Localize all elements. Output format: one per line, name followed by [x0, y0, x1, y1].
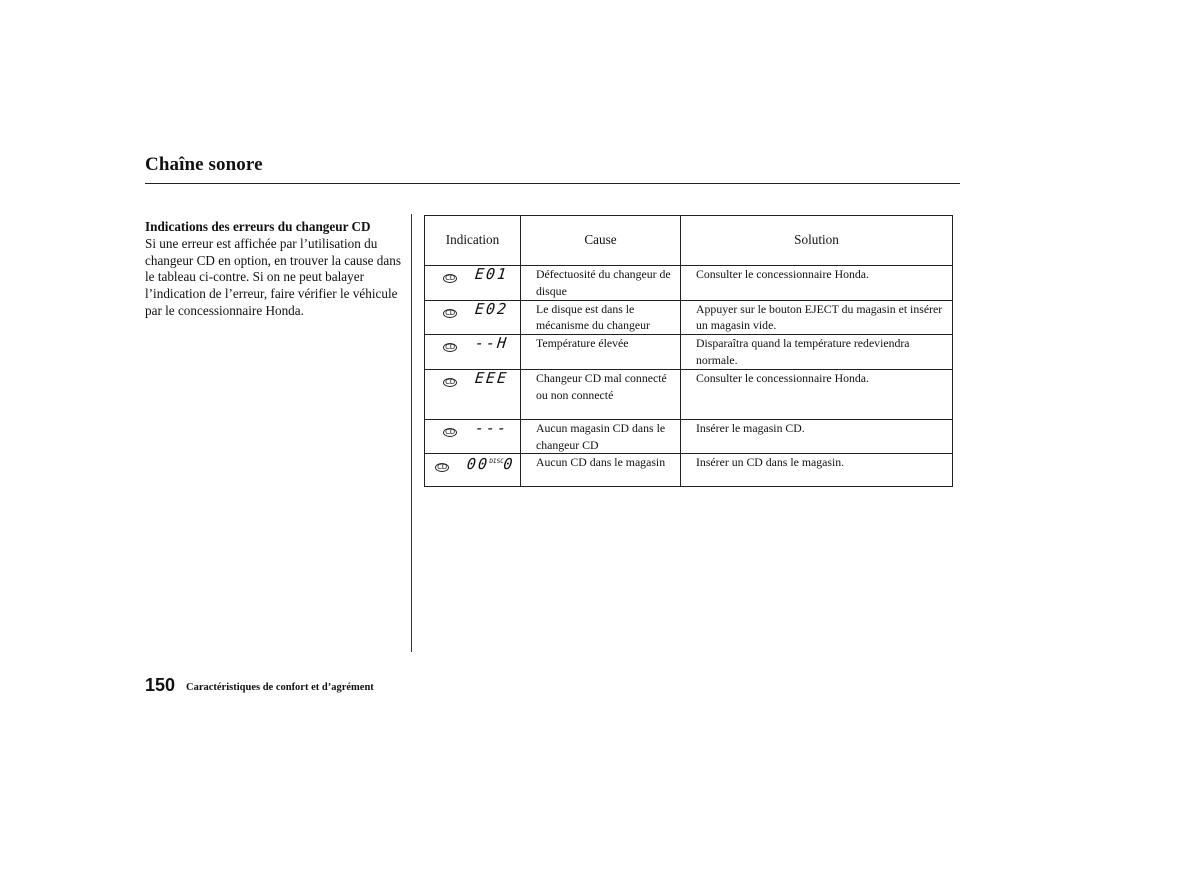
intro-heading: Indications des erreurs du changeur CD: [145, 219, 371, 234]
table-row: [425, 335, 953, 370]
indication-cell: [425, 419, 521, 454]
lcd-digits: 00: [465, 455, 490, 474]
solution-cell: Disparaîtra quand la température redeviendra normale.: [681, 335, 953, 370]
cd-icon: CD: [443, 428, 457, 437]
solution-cell: Consulter le concessionnaire Honda.: [681, 369, 953, 419]
solution-cell: Insérer un CD dans le magasin.: [681, 454, 953, 487]
header-indication: Indication: [425, 216, 521, 266]
intro-text: [145, 219, 403, 320]
cause-cell: Aucun CD dans le magasin: [521, 454, 681, 487]
lcd-display: E01: [474, 265, 510, 284]
solution-cell: Consulter le concessionnaire Honda.: [681, 266, 953, 301]
table-row: [425, 266, 953, 301]
cd-icon: CD: [443, 274, 457, 283]
indication-cell: [425, 266, 521, 301]
table-row: [425, 454, 953, 487]
cause-cell: Aucun magasin CD dans le changeur CD: [521, 419, 681, 454]
lcd-display: EEE: [474, 368, 510, 387]
indication-cell: [425, 454, 521, 487]
table-row: [425, 369, 953, 419]
cd-icon: CD: [435, 463, 449, 472]
table-header-row: [425, 216, 953, 266]
error-table: [424, 215, 953, 487]
cd-icon: CD: [443, 378, 457, 387]
solution-cell: Insérer le magasin CD.: [681, 419, 953, 454]
footer-section-name: Caractéristiques de confort et d’agrément: [186, 682, 374, 693]
cause-cell: Défectuosité du changeur de disque: [521, 266, 681, 301]
indication-cell: [425, 335, 521, 370]
column-divider: [411, 214, 412, 652]
title-rule: [145, 183, 960, 184]
indication-cell: [425, 300, 521, 335]
solution-cell: Appuyer sur le bouton EJECT du magasin et insérer un magasin vide.: [681, 300, 953, 335]
page-number: 150: [145, 675, 176, 695]
indication-cell: [425, 369, 521, 419]
cd-icon: CD: [443, 343, 457, 352]
section-title: Chaîne sonore: [145, 154, 263, 175]
lcd-disc-label: DISC: [488, 458, 505, 466]
table-row: [425, 300, 953, 335]
cause-cell: Température élevée: [521, 335, 681, 370]
header-solution: Solution: [681, 216, 953, 266]
header-cause: Cause: [521, 216, 681, 266]
table-row: [425, 419, 953, 454]
cd-icon: CD: [443, 309, 457, 318]
cause-cell: Changeur CD mal connecté ou non connecté: [521, 369, 681, 419]
cause-cell: Le disque est dans le mécanisme du changeur: [521, 300, 681, 335]
lcd-display: ---: [474, 418, 510, 437]
intro-body: Si une erreur est affichée par l’utilisation du changeur CD en option, en trouver la cause dans le tableau ci-contre. Si on ne peut balayer l’indication de l’erreur, faire vérifier le véhicule par le concessionnaire Honda.: [145, 235, 401, 318]
lcd-disc-number: 0: [502, 455, 516, 474]
lcd-display: E02: [474, 299, 510, 318]
lcd-display: --H: [474, 334, 510, 353]
lcd-display: [466, 454, 516, 473]
